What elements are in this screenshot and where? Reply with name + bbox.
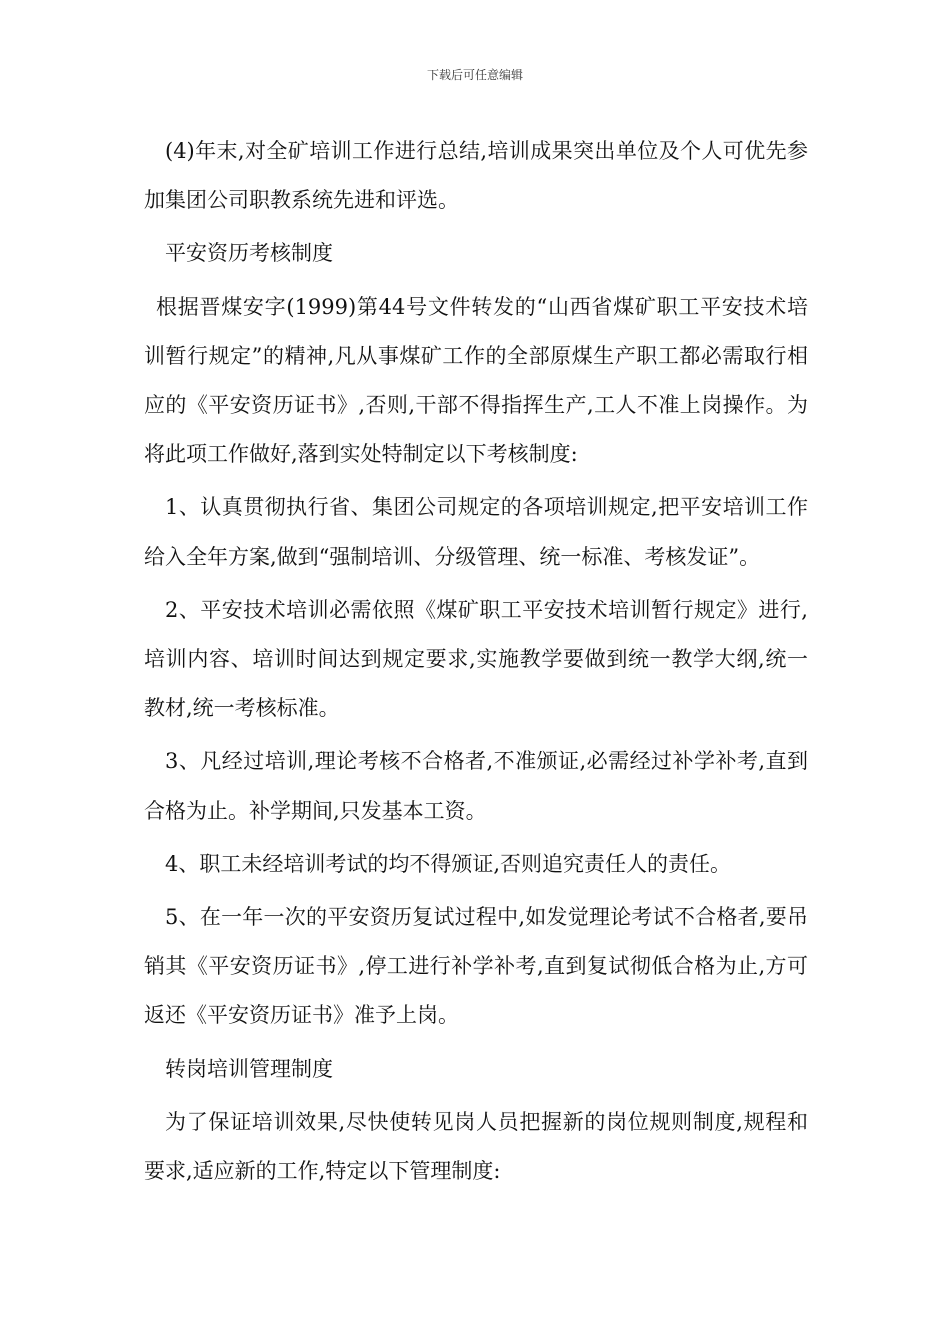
section-heading-transfer-training: 转岗培训管理制度 — [165, 1056, 333, 1081]
document-body — [144, 127, 808, 1200]
list-item-3: 3、凡经过培训,理论考核不合格者,不准颁证,必需经过补学补考,直到合格为止。补学期间,只发基本工资。 — [144, 749, 808, 823]
page-header-note: 下载后可任意编辑 — [426, 68, 523, 82]
list-item-4: 4、职工未经培训考试的均不得颁证,否则追究责任人的责任。 — [165, 851, 732, 876]
list-item-2: 2、平安技术培训必需依照《煤矿职工平安技术培训暂行规定》进行,培训内容、培训时间达到规定要求,实施教学要做到统一教学大纲,统一教材,统一考核标准。 — [144, 597, 808, 721]
list-item-5: 5、在一年一次的平安资历复试过程中,如发觉理论考试不合格者,要吊销其《平安资历证书》,停工进行补学补考,直到复试彻低合格为止,方可返还《平安资历证书》准予上岗。 — [144, 905, 808, 1028]
paragraph-basis-document: 根据晋煤安字(1999)第44号文件转发的“山西省煤矿职工平安技术培训暂行规定”的精神,凡从事煤矿工作的全部原煤生产职工都必需取行相应的《平安资历证书》,否则,干部不得指挥生产,工人不准上岗操作。为将此项工作做好,落到实处特制定以下考核制度: — [144, 294, 808, 467]
paragraph-transfer-training-intro: 为了保证培训效果,尽快使转见岗人员把握新的岗位规则制度,规程和要求,适应新的工作,特定以下管理制度: — [144, 1109, 808, 1184]
section-heading-qualification-assessment: 平安资历考核制度 — [165, 241, 333, 266]
paragraph-year-end-summary: (4)年末,对全矿培训工作进行总结,培训成果突出单位及个人可优先参加集团公司职教系统先进和评选。 — [144, 139, 808, 213]
list-item-1: 1、认真贯彻执行省、集团公司规定的各项培训规定,把平安培训工作给入全年方案,做到“强制培训、分级管理、统一标准、考核发证”。 — [144, 495, 808, 569]
